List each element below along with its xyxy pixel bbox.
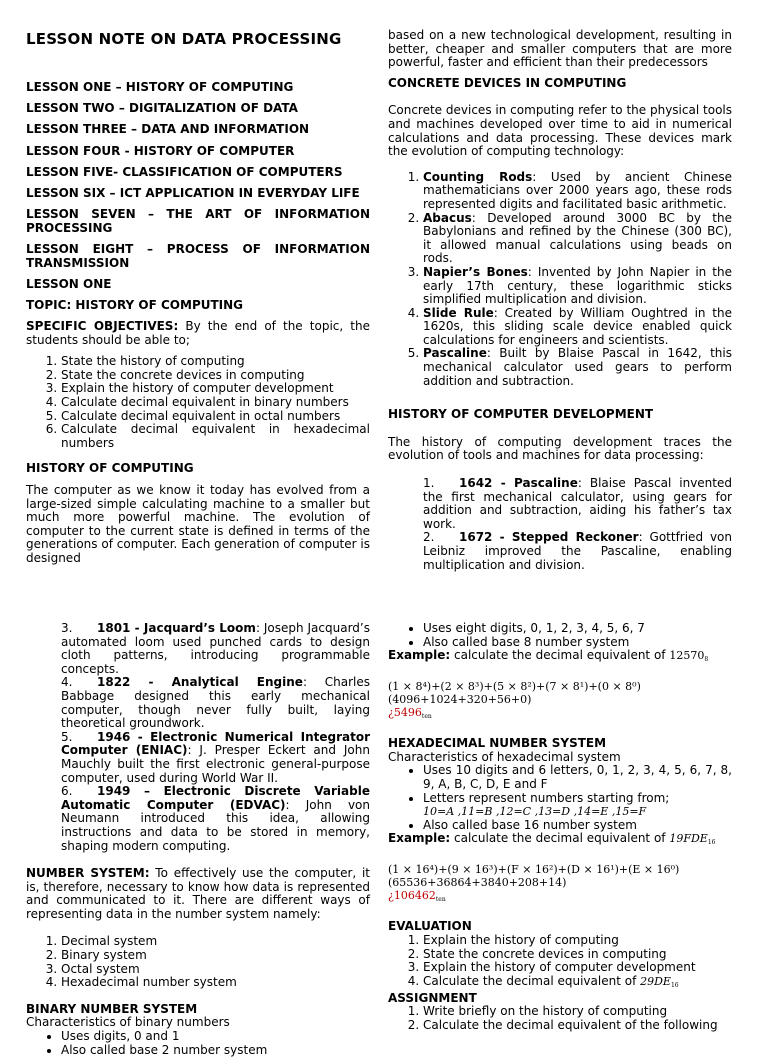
octal-result	[388, 706, 732, 723]
device-name: Pascaline	[423, 346, 487, 361]
dev-paragraph: The history of computing development traces the evolution of tools and machines for data processing:	[388, 434, 732, 463]
objectives-label: SPECIFIC OBJECTIVES:	[26, 319, 179, 334]
eval-text: Calculate the decimal equivalent of	[423, 973, 641, 988]
hex-result-value: ¿106462	[388, 889, 436, 903]
column-left-top	[26, 30, 370, 566]
hex-list	[388, 764, 732, 832]
concrete-paragraph: Concrete devices in computing refer to the physical tools and machines developed over time to aid in numerical calculations and data processing. These devices mark the evolution of computing technology:	[388, 103, 732, 159]
octal-result-base: ten	[421, 713, 432, 721]
list-item: • Also called base 2 number system	[61, 1044, 370, 1057]
list-item: 1. State the history of computing	[61, 355, 370, 369]
octal-example	[388, 649, 732, 666]
octal-list	[388, 622, 732, 649]
list-item: • Also called base 16 number system	[423, 819, 732, 833]
example-text: calculate the decimal equivalent of	[450, 648, 670, 663]
section-heading: BINARY NUMBER SYSTEM	[26, 1001, 198, 1016]
example-label: Example:	[388, 648, 451, 663]
devices-list	[388, 171, 732, 389]
hex-letters-text: Letters represent numbers starting from;	[423, 790, 670, 805]
section-heading: HISTORY OF COMPUTER DEVELOPMENT	[388, 407, 654, 422]
octal-base: 8	[704, 656, 709, 664]
list-item	[423, 792, 732, 819]
example-text: calculate the decimal equivalent of	[450, 831, 670, 846]
hex-result	[388, 889, 732, 906]
lesson-heading: LESSON SIX – ICT APPLICATION IN EVERYDAY LIFE	[26, 185, 360, 200]
list-item: 6. Calculate decimal equivalent in hexadecimal numbers	[61, 423, 370, 450]
list-item: 2. Binary system	[61, 949, 370, 963]
section-heading: HEXADECIMAL NUMBER SYSTEM	[388, 736, 607, 751]
list-item	[423, 266, 732, 307]
item-name: 1949 – Electronic Discrete Variable Automatic Computer (EDVAC)	[61, 784, 370, 812]
list-item: • Also called base 8 number system	[423, 636, 732, 650]
device-text: : Invented by John Napier in the early 17th century, these logarithmic sticks simplified multiplication and division.	[423, 264, 732, 307]
list-item: 3. Explain the history of computer development	[423, 961, 732, 975]
octal-result-value: ¿5496	[388, 706, 422, 720]
column-right-top	[388, 29, 732, 572]
section-heading: CONCRETE DEVICES IN COMPUTING	[388, 75, 627, 90]
list-item: 3. Explain the history of computer development	[61, 382, 370, 396]
list-item	[423, 975, 732, 992]
device-text: : Built by Blaise Pascal in 1642, this mechanical calculator used gears to perform addition and subtraction.	[423, 346, 732, 388]
octal-step: (4096+1024+320+56+0)	[388, 693, 532, 707]
history-paragraph: The computer as we know it today has evolved from a large-sized simple calculating machine to a smaller but much more powerful machine. The evolution of computer to the current state is defined in terms of the generations of computer. Each generation of computer is designed	[26, 483, 370, 565]
lesson-heading: LESSON EIGHT – PROCESS OF INFORMATION TRANSMISSION	[26, 241, 370, 270]
list-item	[26, 676, 370, 730]
number-system-text: To effectively use the computer, it is, therefore, necessary to know how data is represented and communicated to it. There are different ways of representing data in the number system namely:	[26, 866, 370, 921]
hex-step: (1 × 16⁴)+(9 × 16³)+(F × 16²)+(D × 16¹)+(E × 16⁰)	[388, 863, 680, 877]
item-number: 2.	[423, 530, 435, 545]
hex-base: 16	[707, 839, 716, 847]
device-name: Abacus	[423, 210, 472, 225]
list-item: 2. Calculate the decimal equivalent of the following	[423, 1019, 732, 1033]
list-item: 1. Write briefly on the history of computing	[423, 1005, 732, 1019]
device-text: : Developed around 3000 BC by the Babylonians and refined by the Chinese (300 BC), it allowed manual calculations using beads on rods.	[423, 210, 732, 266]
device-name: Napier’s Bones	[423, 264, 528, 279]
item-number: 6.	[61, 784, 73, 799]
device-text: : Used by ancient Chinese mathematicians over 2000 years ago, these rods represented digits and facilitated basic arithmetic.	[423, 169, 732, 211]
item-number: 4.	[61, 675, 73, 690]
lesson-heading: LESSON TWO – DIGITALIZATION OF DATA	[26, 101, 298, 116]
item-number: 5.	[61, 729, 73, 744]
hex-step: (65536+36864+3840+208+14)	[388, 876, 567, 890]
topic-heading: TOPIC: HISTORY OF COMPUTING	[26, 297, 244, 312]
list-item	[423, 212, 732, 266]
item-number: 1.	[423, 476, 435, 491]
device-name: Counting Rods	[423, 169, 533, 184]
list-item	[423, 171, 732, 212]
item-text: : J. Presper Eckert and John Mauchly built the first electronic general-purpose computer, used during World War II.	[61, 743, 370, 785]
list-item: 5. Calculate decimal equivalent in octal numbers	[61, 410, 370, 424]
item-text: : Joseph Jacquard’s automated loom used punched cards to design cloth patterns, introducing programmable concepts.	[61, 621, 370, 676]
systems-list	[26, 935, 370, 989]
evaluation-list	[388, 934, 732, 992]
item-name: 1822 - Analytical Engine	[97, 675, 303, 690]
item-name: 1672 - Stepped Reckoner	[459, 530, 639, 545]
example-label: Example:	[388, 831, 451, 846]
eval-value: 29DE	[640, 974, 671, 988]
column-left-bottom	[26, 622, 370, 1057]
column-right-bottom	[388, 622, 732, 1033]
device-name: Slide Rule	[423, 305, 494, 320]
hex-example	[388, 832, 732, 849]
subheading: Characteristics of hexadecimal system	[388, 749, 621, 764]
objectives-list	[26, 355, 370, 450]
section-heading: HISTORY OF COMPUTING	[26, 461, 194, 476]
list-item: 1. Decimal system	[61, 935, 370, 949]
list-item	[388, 477, 732, 531]
document-title: LESSON NOTE ON DATA PROCESSING	[26, 30, 342, 48]
objectives-intro: By the end of the topic, the students should be able to;	[26, 319, 370, 347]
hex-result-base: ten	[435, 896, 446, 904]
list-item	[26, 731, 370, 785]
list-item	[388, 531, 732, 572]
octal-step: (1 × 8⁴)+(2 × 8³)+(5 × 8²)+(7 × 8¹)+(0 × 8⁰)	[388, 680, 641, 694]
hex-value: 19FDE	[669, 832, 708, 846]
number-system-paragraph	[26, 867, 370, 921]
continued-paragraph: based on a new technological development, resulting in better, cheaper and smaller computers that are more powerful, faster and efficient than their predecessors	[388, 28, 732, 70]
lesson-heading: LESSON SEVEN – THE ART OF INFORMATION PROCESSING	[26, 207, 370, 235]
list-item	[423, 347, 732, 388]
list-item	[423, 307, 732, 348]
list-item: 4. Hexadecimal number system	[61, 976, 370, 990]
item-text: : Charles Babbage designed this early mechanical computer, though never fully built, laying theoretical groundwork.	[61, 675, 370, 731]
eval-base: 16	[670, 981, 679, 989]
list-item: • Uses eight digits, 0, 1, 2, 3, 4, 5, 6, 7	[423, 622, 732, 636]
list-item: 1. Explain the history of computing	[423, 934, 732, 948]
item-name: 1801 - Jacquard’s Loom	[97, 621, 256, 635]
list-item: 2. State the concrete devices in computing	[423, 948, 732, 962]
list-item	[26, 785, 370, 853]
section-heading: ASSIGNMENT	[388, 990, 477, 1005]
list-item: 4. Calculate decimal equivalent in binary numbers	[61, 396, 370, 410]
item-text: : Gottfried von Leibniz improved the Pascaline, enabling multiplication and division.	[423, 530, 732, 572]
hex-letters-math: 10=A ,11=B ,12=C ,13=D ,14=E ,15=F	[423, 805, 647, 819]
list-item: 3. Octal system	[61, 963, 370, 977]
list-item: • Uses digits, 0 and 1	[61, 1030, 370, 1044]
device-text: : Created by William Oughtred in the 1620s, this sliding scale device enabled quick calculations for engineers and scientists.	[423, 305, 732, 347]
list-item: 2. State the concrete devices in computing	[61, 369, 370, 383]
number-system-label: NUMBER SYSTEM:	[26, 866, 150, 881]
subheading: Characteristics of binary numbers	[26, 1015, 230, 1030]
item-name: 1946 - Electronic Numerical Integrator Computer (ENIAC)	[61, 729, 370, 758]
binary-list	[26, 1030, 370, 1057]
lesson-heading: LESSON FOUR - HISTORY OF COMPUTER	[26, 143, 295, 158]
lesson-heading: LESSON THREE – DATA AND INFORMATION	[26, 122, 310, 137]
section-heading: EVALUATION	[388, 919, 472, 934]
lesson-heading: LESSON ONE – HISTORY OF COMPUTING	[26, 80, 294, 94]
list-item: • Uses 10 digits and 6 letters, 0, 1, 2, 3, 4, 5, 6, 7, 8, 9, A, B, C, D, E and F	[423, 764, 732, 791]
lesson-heading: LESSON ONE	[26, 276, 112, 291]
item-number: 3.	[61, 621, 73, 635]
objectives-paragraph	[26, 320, 370, 347]
item-text: : Blaise Pascal invented the first mechanical calculator, using gears for addition and subtraction, aiding his father’s tax work.	[423, 476, 732, 531]
assignment-list	[388, 1005, 732, 1032]
item-name: 1642 - Pascaline	[459, 476, 578, 491]
lesson-heading: LESSON FIVE- CLASSIFICATION OF COMPUTERS	[26, 164, 343, 179]
item-text: : John von Neumann introduced this idea, allowing instructions and data to be stored in memory, shaping modern computing.	[61, 797, 370, 853]
octal-value: 12570	[669, 649, 705, 663]
list-item	[26, 622, 370, 676]
